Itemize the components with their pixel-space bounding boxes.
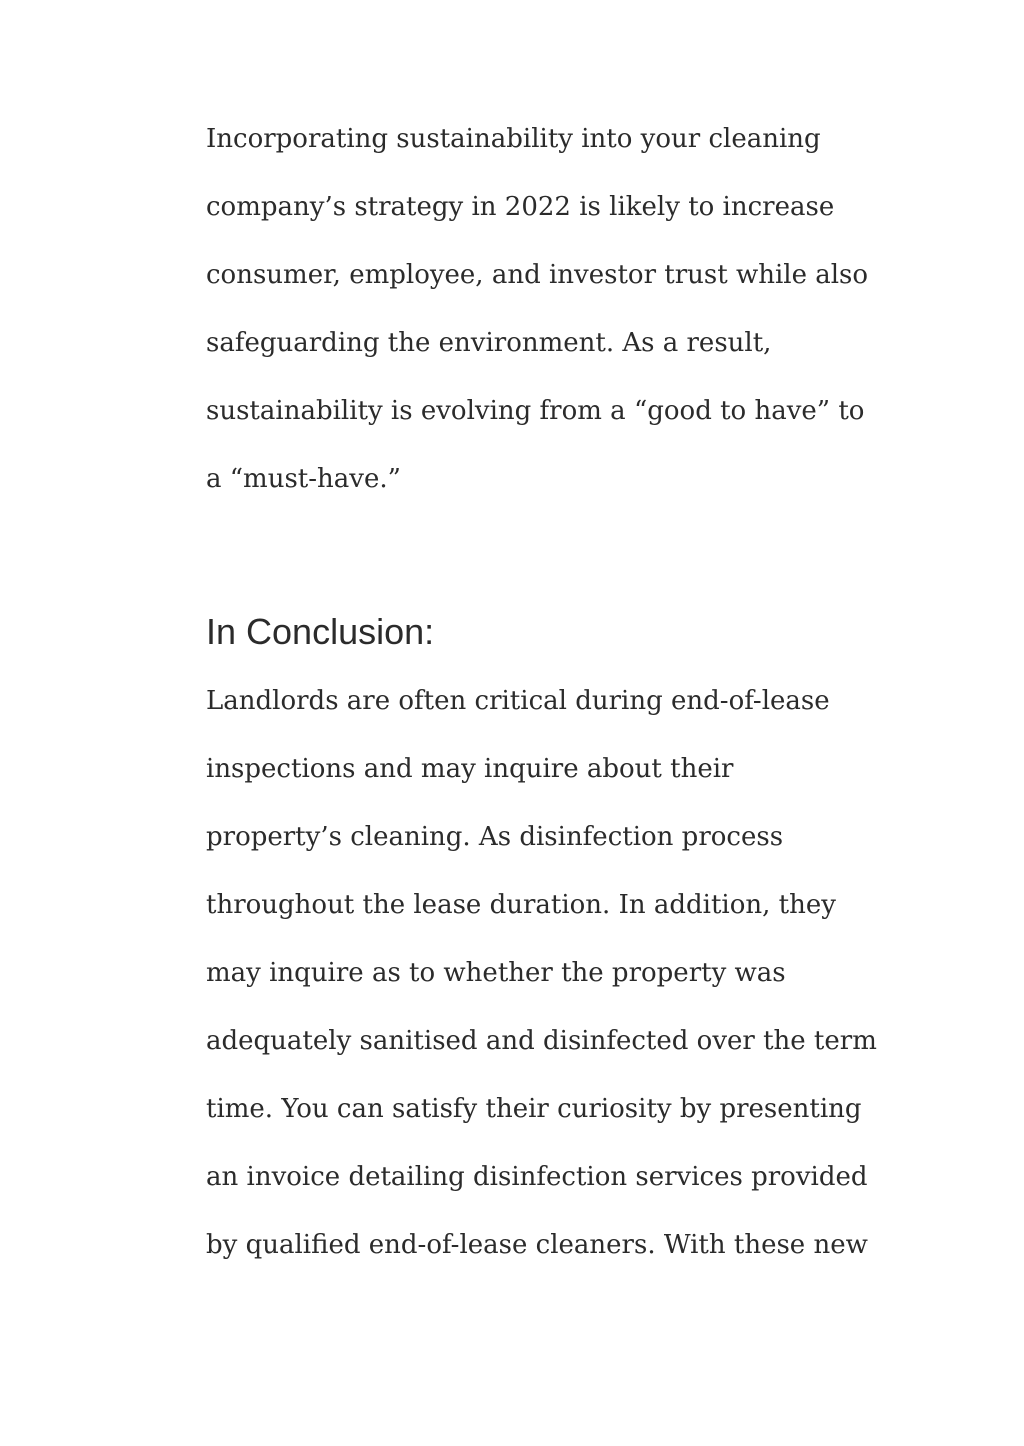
paragraph-line: Landlords are often critical during end-of-lease <box>206 686 830 716</box>
paragraph-line: inspections and may inquire about their <box>206 754 734 784</box>
paragraph-line: adequately sanitised and disinfected over the term <box>206 1026 877 1056</box>
paragraph-line: consumer, employee, and investor trust while also <box>206 260 869 290</box>
conclusion-heading: In Conclusion: <box>206 611 435 652</box>
paragraph-line: a “must-have.” <box>206 464 401 494</box>
paragraph-line: by qualified end-of-lease cleaners. With these new <box>206 1230 868 1260</box>
paragraph-line: throughout the lease duration. In addition, they <box>206 890 836 920</box>
paragraph-line: an invoice detailing disinfection services provided <box>206 1162 868 1192</box>
paragraph-line: company’s strategy in 2022 is likely to increase <box>206 192 835 222</box>
paragraph-line: property’s cleaning. As disinfection process <box>206 822 784 852</box>
paragraph-line: safeguarding the environment. As a result, <box>206 328 772 358</box>
paragraph-line: may inquire as to whether the property was <box>206 958 786 988</box>
paragraph-line: time. You can satisfy their curiosity by presenting <box>206 1094 862 1124</box>
paragraph-line: Incorporating sustainability into your cleaning <box>206 124 821 154</box>
paragraph-line: sustainability is evolving from a “good to have” to <box>206 396 865 426</box>
